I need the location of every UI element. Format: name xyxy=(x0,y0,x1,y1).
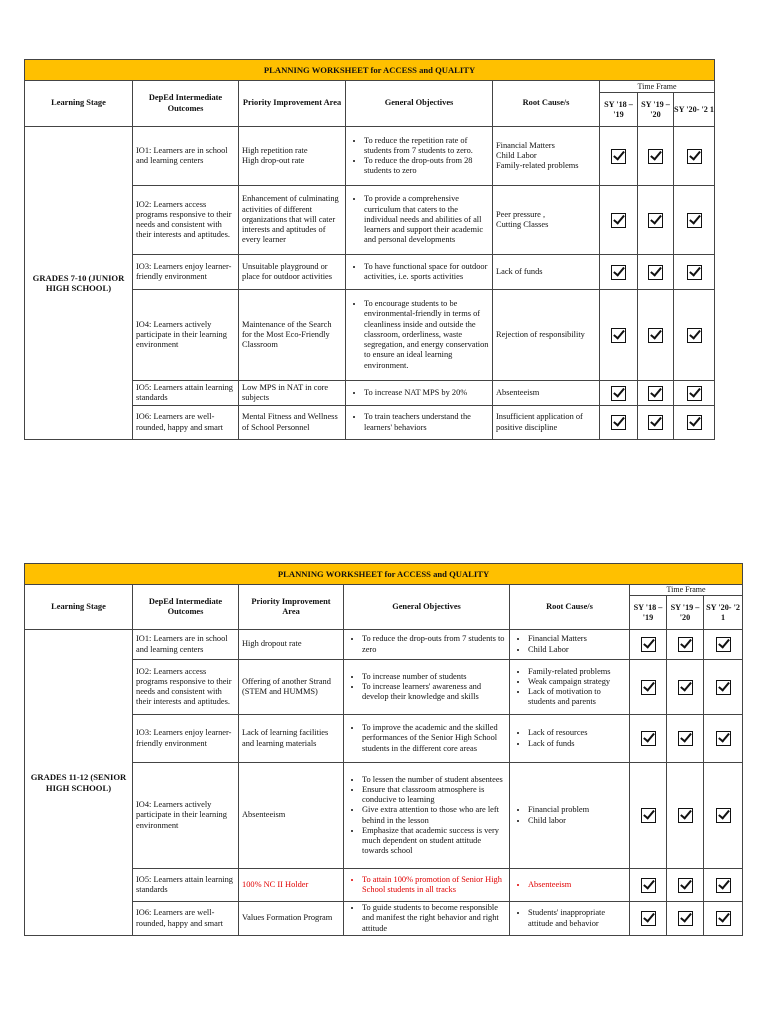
priority-cell: Mental Fitness and Wellness of School Personnel xyxy=(239,406,346,440)
objective-item: • Give extra attention to those who are left behind in the lesson xyxy=(362,805,506,826)
root-cause-item: • Students' inappropriate attitude and behavior xyxy=(528,908,626,929)
outcome-cell: IO1: Learners are in school and learning centers xyxy=(133,630,239,660)
priority-cell: Maintenance of the Search for the Most Eco-Friendly Classroom xyxy=(239,290,346,381)
worksheet-title: PLANNING WORKSHEET for ACCESS and QUALITY xyxy=(25,564,743,585)
header-sy-20-21: SY '20- '2 1 xyxy=(674,93,715,127)
priority-cell: High repetition rate High drop-out rate xyxy=(239,127,346,186)
objectives-cell xyxy=(344,902,510,936)
checked-box-icon xyxy=(687,386,702,401)
checked-box-icon xyxy=(716,637,731,652)
objectives-cell xyxy=(346,255,493,290)
checkbox-cell xyxy=(630,660,667,715)
header-sy-18-19: SY '18 – '19 xyxy=(600,93,638,127)
checkbox-cell xyxy=(600,381,638,406)
outcome-cell: IO1: Learners are in school and learning centers xyxy=(133,127,239,186)
checked-box-icon xyxy=(678,731,693,746)
header-objectives: General Objectives xyxy=(346,81,493,127)
checkbox-cell xyxy=(638,186,674,255)
checked-box-icon xyxy=(678,878,693,893)
objective-item: • To reduce the drop-outs from 28 students to zero xyxy=(364,156,489,177)
root-cause-cell xyxy=(510,660,630,715)
checkbox-cell xyxy=(667,630,704,660)
checkbox-cell xyxy=(704,660,743,715)
checked-box-icon xyxy=(678,911,693,926)
root-cause-cell xyxy=(510,715,630,763)
checked-box-icon xyxy=(716,731,731,746)
checkbox-cell xyxy=(674,255,715,290)
header-root-causes: Root Cause/s xyxy=(510,585,630,630)
planning-table-jhs xyxy=(24,59,715,440)
priority-cell: Values Formation Program xyxy=(239,902,344,936)
checked-box-icon xyxy=(687,265,702,280)
checkbox-cell xyxy=(600,186,638,255)
checkbox-cell xyxy=(630,763,667,869)
checked-box-icon xyxy=(648,265,663,280)
objective-item: • To have functional space for outdoor activities, i.e. sports activities xyxy=(364,262,489,283)
objective-item: • To provide a comprehensive curriculum that caters to the individual needs and abilities of all learners and support their academic and personal developments xyxy=(364,194,489,245)
objectives-cell xyxy=(346,381,493,406)
header-sy-18-19: SY '18 – '19 xyxy=(630,596,667,630)
table-row xyxy=(25,715,743,763)
table-row xyxy=(25,660,743,715)
outcome-cell: IO2: Learners access programs responsive to their needs and consistent with their interests and aptitudes. xyxy=(133,186,239,255)
root-cause-cell: Rejection of responsibility xyxy=(493,290,600,381)
root-cause-item: • Family-related problems xyxy=(528,667,626,677)
priority-cell: 100% NC II Holder xyxy=(239,869,344,902)
checked-box-icon xyxy=(641,878,656,893)
checked-box-icon xyxy=(678,680,693,695)
checked-box-icon xyxy=(687,328,702,343)
objectives-cell xyxy=(346,290,493,381)
checkbox-cell xyxy=(630,902,667,936)
outcome-cell: IO3: Learners enjoy learner-friendly environment xyxy=(133,255,239,290)
checkbox-cell xyxy=(630,715,667,763)
objective-item: • To improve the academic and the skilled performances of the Senior High School students in the different core areas xyxy=(362,723,506,754)
root-cause-item: • Absenteeism xyxy=(528,880,626,890)
outcome-cell: IO4: Learners actively participate in their learning environment xyxy=(133,763,239,869)
table-row xyxy=(25,902,743,936)
root-cause-cell xyxy=(510,630,630,660)
checked-box-icon xyxy=(716,808,731,823)
priority-cell: Lack of learning facilities and learning materials xyxy=(239,715,344,763)
checkbox-cell xyxy=(638,127,674,186)
checkbox-cell xyxy=(638,406,674,440)
checkbox-cell xyxy=(674,186,715,255)
checkbox-cell xyxy=(667,902,704,936)
priority-cell: Offering of another Strand (STEM and HUMMS) xyxy=(239,660,344,715)
checkbox-cell xyxy=(704,902,743,936)
header-learning-stage: Learning Stage xyxy=(25,81,133,127)
outcome-cell: IO6: Learners are well-rounded, happy and smart xyxy=(133,902,239,936)
outcome-cell: IO4: Learners actively participate in their learning environment xyxy=(133,290,239,381)
checkbox-cell xyxy=(630,869,667,902)
objective-item: • To reduce the repetition rate of students from 7 students to zero. xyxy=(364,136,489,157)
checked-box-icon xyxy=(678,637,693,652)
objective-item: • To train teachers understand the learners' behaviors xyxy=(364,412,489,433)
priority-cell: Absenteeism xyxy=(239,763,344,869)
root-cause-cell xyxy=(510,902,630,936)
outcome-cell: IO5: Learners attain learning standards xyxy=(133,869,239,902)
checkbox-cell xyxy=(600,406,638,440)
checked-box-icon xyxy=(687,415,702,430)
root-cause-item: • Child Labor xyxy=(528,645,626,655)
header-learning-stage: Learning Stage xyxy=(25,585,133,630)
checked-box-icon xyxy=(611,149,626,164)
checkbox-cell xyxy=(600,290,638,381)
objectives-cell xyxy=(344,660,510,715)
checked-box-icon xyxy=(716,680,731,695)
checked-box-icon xyxy=(648,386,663,401)
objective-item: • To increase learners' awareness and develop their knowledge and skills xyxy=(362,682,506,703)
checked-box-icon xyxy=(611,415,626,430)
table-row xyxy=(25,127,715,186)
checkbox-cell xyxy=(630,630,667,660)
root-cause-item: • Child labor xyxy=(528,816,626,826)
table-row xyxy=(25,869,743,902)
checked-box-icon xyxy=(641,911,656,926)
checkbox-cell xyxy=(638,381,674,406)
outcome-cell: IO3: Learners enjoy learner-friendly environment xyxy=(133,715,239,763)
checked-box-icon xyxy=(641,808,656,823)
objectives-cell xyxy=(344,715,510,763)
planning-table-shs xyxy=(24,563,743,936)
checkbox-cell xyxy=(674,381,715,406)
header-sy-19-20: SY '19 – '20 xyxy=(667,596,704,630)
checkbox-cell xyxy=(600,255,638,290)
learning-stage-label: GRADES 7-10 (JUNIOR HIGH SCHOOL) xyxy=(25,127,133,440)
outcome-cell: IO2: Learners access programs responsive to their needs and consistent with their interests and aptitudes. xyxy=(133,660,239,715)
checkbox-cell xyxy=(704,763,743,869)
checked-box-icon xyxy=(611,265,626,280)
worksheet-jhs xyxy=(24,59,714,440)
checkbox-cell xyxy=(674,290,715,381)
checkbox-cell xyxy=(667,660,704,715)
priority-cell: Enhancement of culminating activities of different organizations that will cater interests and aptitudes of every learner xyxy=(239,186,346,255)
objective-item: • To increase NAT MPS by 20% xyxy=(364,388,489,398)
root-cause-cell: Financial Matters Child Labor Family-related problems xyxy=(493,127,600,186)
outcome-cell: IO6: Learners are well-rounded, happy and smart xyxy=(133,406,239,440)
header-priority: Priority Improvement Area xyxy=(239,585,344,630)
checked-box-icon xyxy=(611,213,626,228)
checked-box-icon xyxy=(641,680,656,695)
worksheet-title: PLANNING WORKSHEET for ACCESS and QUALITY xyxy=(25,60,715,81)
priority-cell: High dropout rate xyxy=(239,630,344,660)
checkbox-cell xyxy=(638,290,674,381)
checked-box-icon xyxy=(687,149,702,164)
root-cause-item: • Lack of funds xyxy=(528,739,626,749)
checked-box-icon xyxy=(716,911,731,926)
header-priority: Priority Improvement Area xyxy=(239,81,346,127)
objectives-cell xyxy=(346,186,493,255)
header-outcomes: DepEd Intermediate Outcomes xyxy=(133,81,239,127)
header-outcomes: DepEd Intermediate Outcomes xyxy=(133,585,239,630)
learning-stage-label: GRADES 11-12 (SENIOR HIGH SCHOOL) xyxy=(25,630,133,936)
objectives-cell xyxy=(344,630,510,660)
root-cause-cell xyxy=(510,763,630,869)
objectives-cell xyxy=(346,127,493,186)
objective-item: • Emphasize that academic success is very much dependent on student attitude towards school xyxy=(362,826,506,857)
checkbox-cell xyxy=(667,715,704,763)
checked-box-icon xyxy=(648,213,663,228)
header-root-causes: Root Cause/s xyxy=(493,81,600,127)
root-cause-item: • Lack of resources xyxy=(528,728,626,738)
checked-box-icon xyxy=(648,415,663,430)
checked-box-icon xyxy=(611,386,626,401)
checkbox-cell xyxy=(667,763,704,869)
checked-box-icon xyxy=(641,637,656,652)
checked-box-icon xyxy=(648,149,663,164)
header-objectives: General Objectives xyxy=(344,585,510,630)
objective-item: • To increase number of students xyxy=(362,672,506,682)
checked-box-icon xyxy=(687,213,702,228)
header-sy-19-20: SY '19 – '20 xyxy=(638,93,674,127)
objective-item: • Ensure that classroom atmosphere is conducive to learning xyxy=(362,785,506,806)
objective-item: • To encourage students to be environmental-friendly in terms of cleanliness inside and outside the classroom, orderliness, waste segregation, and energy conservation to ensure an ideal learning environment. xyxy=(364,299,489,371)
checked-box-icon xyxy=(716,878,731,893)
checkbox-cell xyxy=(704,715,743,763)
header-sy-20-21: SY '20- '2 1 xyxy=(704,596,743,630)
root-cause-cell: Peer pressure , Cutting Classes xyxy=(493,186,600,255)
checked-box-icon xyxy=(641,731,656,746)
header-time-frame: Time Frame xyxy=(630,585,743,596)
checked-box-icon xyxy=(678,808,693,823)
objective-item: • To attain 100% promotion of Senior High School students in all tracks xyxy=(362,875,506,896)
checkbox-cell xyxy=(667,869,704,902)
checked-box-icon xyxy=(611,328,626,343)
worksheet-shs xyxy=(24,563,742,936)
checkbox-cell xyxy=(674,127,715,186)
objectives-cell xyxy=(344,869,510,902)
table-row xyxy=(25,630,743,660)
checkbox-cell xyxy=(674,406,715,440)
root-cause-cell: Absenteeism xyxy=(493,381,600,406)
header-time-frame: Time Frame xyxy=(600,81,715,93)
root-cause-item: • Financial Matters xyxy=(528,634,626,644)
objective-item: • To reduce the drop-outs from 7 students to zero xyxy=(362,634,506,655)
objectives-cell xyxy=(344,763,510,869)
root-cause-item: • Financial problem xyxy=(528,805,626,815)
table-row xyxy=(25,763,743,869)
priority-cell: Unsuitable playground or place for outdoor activities xyxy=(239,255,346,290)
priority-cell: Low MPS in NAT in core subjects xyxy=(239,381,346,406)
checkbox-cell xyxy=(704,630,743,660)
root-cause-cell: Lack of funds xyxy=(493,255,600,290)
outcome-cell: IO5: Learners attain learning standards xyxy=(133,381,239,406)
root-cause-cell: Insufficient application of positive discipline xyxy=(493,406,600,440)
checked-box-icon xyxy=(648,328,663,343)
root-cause-item: • Lack of motivation to students and parents xyxy=(528,687,626,708)
root-cause-item: • Weak campaign strategy xyxy=(528,677,626,687)
checkbox-cell xyxy=(638,255,674,290)
root-cause-cell xyxy=(510,869,630,902)
checkbox-cell xyxy=(704,869,743,902)
objectives-cell xyxy=(346,406,493,440)
checkbox-cell xyxy=(600,127,638,186)
objective-item: • To guide students to become responsible and manifest the right behavior and right attitude xyxy=(362,903,506,934)
objective-item: • To lessen the number of student absentees xyxy=(362,775,506,785)
